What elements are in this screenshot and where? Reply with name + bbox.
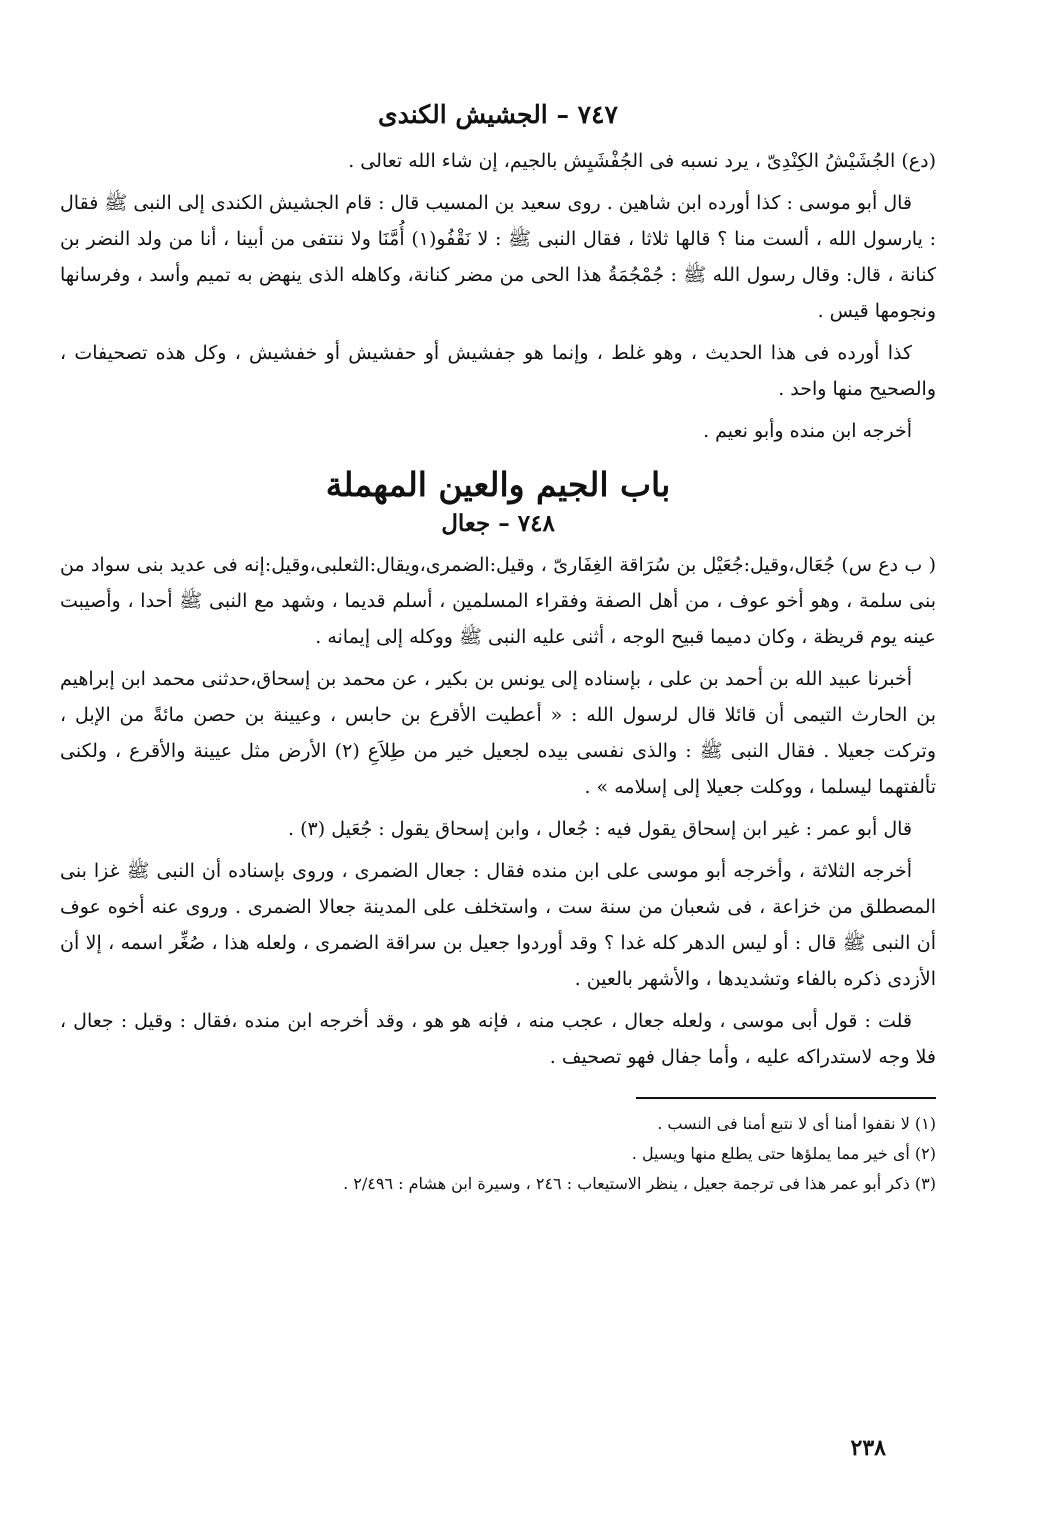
footnote: (٣) ذكر أبو عمر هذا فى ترجمة جعيل ، ينظر الاستيعاب : ٢٤٦ ، وسيرة ابن هشام : ٢/٤٩٦ . [343,1174,936,1193]
entry-748-paragraph: قال أبو عمر : غير ابن إسحاق يقول فيه : جُعال ، وابن إسحاق يقول : جُعَيل (٣) . [288,818,912,840]
footnotes [60,1109,936,1199]
entry-748-paragraph: أخبرنا عبيد الله بن أحمد بن على ، بإسناده إلى يونس بن بكير ، عن محمد بن إسحاق،حدثنى محمد ابن إبراهيم بن الحارث التيمى أن قائلا قال لرسول الله : « أعطيت الأقرع بن حابس ، وعيينة بن حصن مائةً من الإبل ، وتركت جعيلا . فقال النبى ﷺ : والذى نفسى بيده لجعيل خير من طِلاَعِ (٢) الأرض مثل عيينة والأقرع ، ولكنى تألفتهما ليسلما ، ووكلت جعيلا إلى إسلامه » . [60,668,936,798]
entry-747-paragraph: أخرجه ابن منده وأبو نعيم . [703,420,912,442]
book-page [60,100,936,1199]
entry-747-paragraph: كذا أورده فى هذا الحديث ، وهو غلط ، وإنما هو جفشيش أو حفشيش أو خفشيش ، وكل هذه تصحيفات ، والصحيح منها واحد . [60,342,936,400]
chapter-title: باب الجيم والعين المهملة [325,465,671,504]
entry-748-paragraph: قلت : قول أبى موسى ، ولعله جعال ، عجب منه ، فإنه هو هو ، وقد أخرجه ابن منده ،فقال : وقيل : جعال ، فلا وجه لاستدراكه عليه ، وأما جفال فهو تصحيف . [60,1010,936,1068]
footnote-divider [636,1097,936,1099]
footnote: (١) لا نقفوا أمنا أى لا نتبع أمنا فى النسب . [657,1114,936,1133]
page-number: ٢٣٨ [850,1435,886,1461]
entry-747-heading: ٧٤٧ – الجشيش الكندى [378,100,618,129]
entry-747-paragraph: قال أبو موسى : كذا أورده ابن شاهين . روى سعيد بن المسيب قال : قام الجشيش الكندى إلى النبى ﷺ فقال : يارسول الله ، ألست منا ؟ قالها ثلاثا ، فقال النبى ﷺ : لا نَقْفُو(١) أُمَّنَا ولا ننتفى من أبينا ، أنا من ولد النضر بن كنانة ، قال: وقال رسول الله ﷺ : جُمْجُمَةُ هذا الحى من مضر كنانة، وكاهله الذى ينهض به تميم وأسد ، وفرسانها ونجومها قيس . [60,192,936,322]
footnote: (٢) أى خير مما يملؤها حتى يطلع منها ويسيل . [631,1144,936,1163]
entry-748-heading: ٧٤٨ – جعال [441,510,555,537]
entry-748-paragraph: أخرجه الثلاثة ، وأخرجه أبو موسى على ابن منده فقال : جعال الضمرى ، وروى بإسناده أن النبى ﷺ غزا بنى المصطلق من خزاعة ، فى شعبان من سنة ست ، واستخلف على المدينة جعالا الضمرى . وروى عنه أخوه عوف أن النبى ﷺ قال : أو ليس الدهر كله غدا ؟ وقد أوردوا جعيل بن سراقة الضمرى ، ولعله هذا ، صُغِّر اسمه ، إلا أن الأزدى ذكره بالفاء وتشديدها ، والأشهر بالعين . [60,860,936,990]
entry-747-paragraph: (دع) الجُشَيْشُ الكِنْدِىّ ، يرد نسبه فى الجُفْشَيِش بالجيم، إن شاء الله تعالى . [348,150,936,172]
entry-748-paragraph: ( ب دع س) جُعَال،وقيل:جُعَيْل بن سُرَاقة الغِفَارىّ ، وقيل:الضمرى،ويقال:الثعلبى،وقيل:إنه فى عديد بنى سواد من بنى سلمة ، وهو أخو عوف ، من أهل الصفة وفقراء المسلمين ، أسلم قديما ، وشهد مع النبى ﷺ أحدا ، وأصيبت عينه يوم قريظة ، وكان دميما قبيح الوجه ، أثنى عليه النبى ﷺ ووكله إلى إيمانه . [60,554,936,648]
